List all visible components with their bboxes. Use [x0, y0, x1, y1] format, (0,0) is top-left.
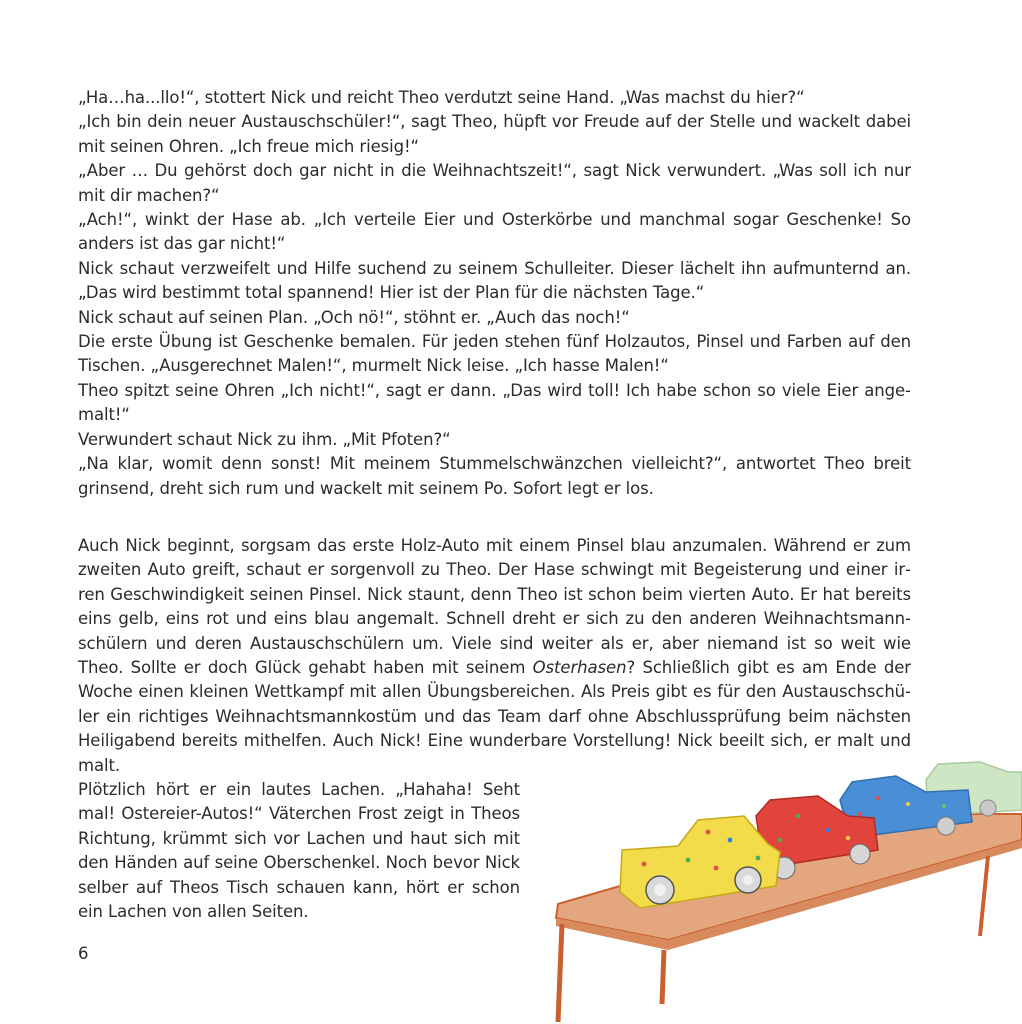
page-number: 6	[78, 944, 89, 963]
paragraph: Nick schaut verzweifelt und Hilfe suchend zu seinem Schulleiter. Dieser lächelt ihn aufmunternd an. „Das wird bestimmt total spannend! Hier ist der Plan für die nächsten Tage.“	[78, 258, 911, 303]
paragraph	[78, 534, 911, 778]
paragraph: „Ha…ha...llo!“, stottert Nick und reicht Theo verdutzt seine Hand. „Was machst du hier?“	[78, 88, 805, 107]
paragraph: „Aber … Du gehörst doch gar nicht in die Weihnachtszeit!“, sagt Nick verwundert. „Was soll ich nur mit dir machen?“	[78, 161, 911, 205]
paragraph: Theo spitzt seine Ohren „Ich nicht!“, sagt er dann. „Das wird toll! Ich habe schon so viele Eier angemalt!“	[78, 380, 911, 425]
paragraph-text: Auch Nick beginnt, sorgsam das erste Holz-Auto mit einem Pinsel blau anzumalen. Während er zum zweiten Auto greift, schaut er sorgenvoll zu Theo. Der Hase schwingt mit Begeisterung und einer irren Geschwindigkeit seinen Pinsel. Nick staunt, denn Theo ist schon beim vierten Auto. Er hat bereits eins gelb, eins rot und eins blau angemalt. Schnell dreht er sich zu den anderen Weihnachtsmannschülern und deren Austauschschülern um. Viele sind weiter als er, aber niemand ist so weit wie Theo. Sollte er doch Glück gehabt haben mit seinem	[78, 536, 911, 678]
paragraph: Nick schaut auf seinen Plan. „Och nö!“, stöhnt er. „Auch das noch!“	[78, 307, 630, 327]
text-block-bottom	[78, 778, 520, 924]
text-block-middle	[78, 534, 911, 778]
cars-illustration	[548, 760, 1022, 1022]
italic-word: Osterhasen	[532, 658, 627, 678]
table-leg	[558, 924, 562, 1022]
table-leg	[980, 856, 988, 936]
paragraph: Plötzlich hört er ein lautes Lachen. „Hahaha! Seht mal! Ostereier-Autos!“ Väterchen Frost zeigt in Theos Richtung, krümmt sich vor Lachen und haut sich mit den Händen auf seine Oberschenkel. Noch bevor Nick selber auf Theos Tisch schauen kann, hört er schon ein Lachen von allen Seiten.	[78, 780, 520, 922]
paragraph: „Ich bin dein neuer Austauschschüler!“, sagt Theo, hüpft vor Freude auf der Stelle und wackelt dabei mit seinen Ohren. „Ich freue mich riesig!“	[78, 112, 911, 156]
paragraph: Verwundert schaut Nick zu ihm. „Mit Pfoten?“	[78, 429, 451, 449]
paragraph: „Ach!“, winkt der Hase ab. „Ich verteile Eier und Osterkörbe und manchmal sogar Geschenke! So anders ist das gar nicht!“	[78, 210, 911, 254]
table-leg	[662, 950, 664, 1004]
paragraph: „Na klar, womit denn sonst! Mit meinem Stummelschwänzchen vielleicht?“, antwortet Theo breit grinsend, dreht sich rum und wackelt mit seinem Po. Sofort legt er los.	[78, 454, 911, 498]
paragraph: Die erste Übung ist Geschenke bemalen. Für jeden stehen fünf Holzautos, Pinsel und Farben auf den Tischen. „Ausgerechnet Malen!“, murmelt Nick leise. „Ich hasse Malen!“	[78, 332, 911, 376]
paragraph-text: ? Schließlich gibt es am Ende der Woche einen kleinen Wettkampf mit allen Übungsbereichen. Als Preis gibt es für den Austauschschüler ein richtiges Weihnachtsmannkostüm und das Team darf ohne Abschlussprüfung beim nächsten Heiligabend bereits mithelfen. Auch Nick! Eine wunderbare Vorstellung! Nick beeilt sich, er malt und malt.	[78, 658, 911, 775]
text-block-top	[78, 86, 911, 501]
